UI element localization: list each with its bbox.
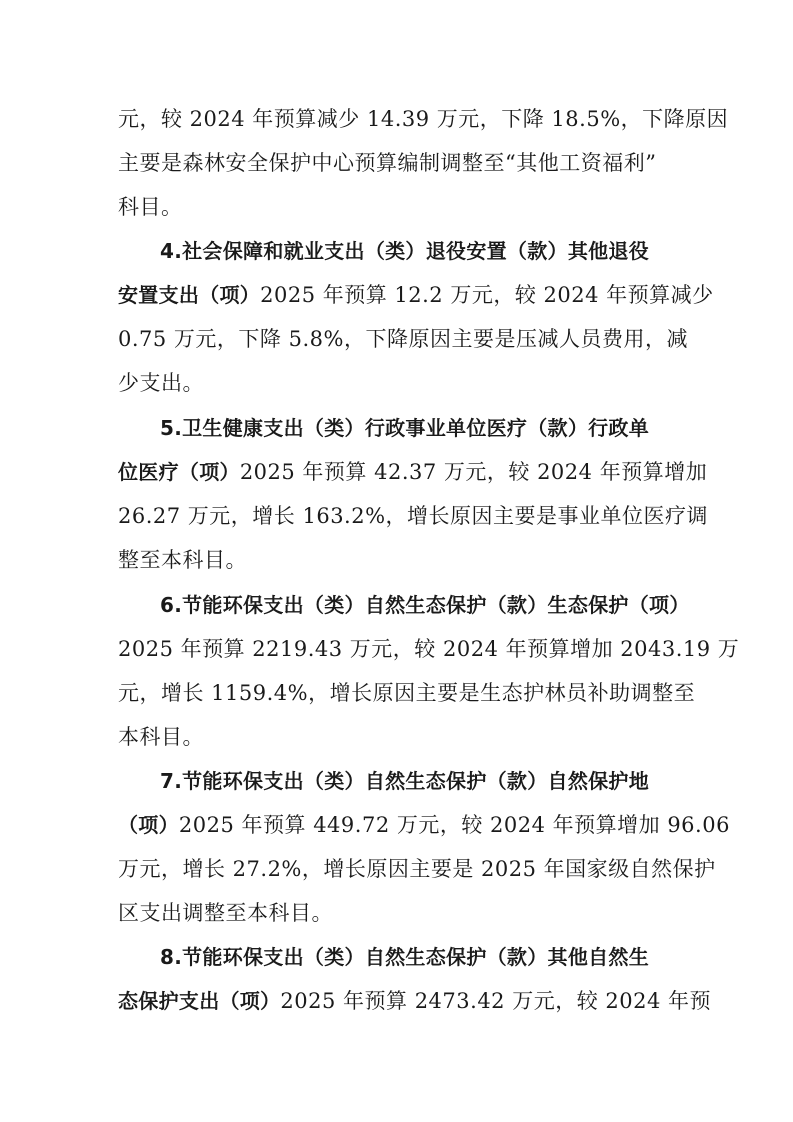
p4-heading-cont: 安置支出（项）: [118, 283, 261, 307]
p8-heading: 8.节能环保支出（类）自然生态保护（款）其他自然生: [160, 945, 650, 969]
p8-heading-cont: 态保护支出（项）: [118, 989, 281, 1013]
p8-line-2: [118, 986, 712, 1016]
p5-heading: 5.卫生健康支出（类）行政事业单位医疗（款）行政单: [160, 416, 650, 440]
p6-line-4: 本科目。: [118, 725, 204, 749]
p5-heading-cont: 位医疗（项）: [118, 460, 240, 484]
p5-line-4: 整至本科目。: [118, 548, 247, 572]
p6-line-2: 2025 年预算 2219.43 万元，较 2024 年预算增加 2043.19 万: [118, 637, 740, 661]
p4-line-4: 少支出。: [118, 371, 204, 395]
p3-line-3: 科目。: [118, 195, 183, 219]
p3-line-1: 元，较 2024 年预算减少 14.39 万元，下降 18.5%，下降原因: [118, 107, 729, 131]
p6-heading: 6.节能环保支出（类）自然生态保护（款）生态保护（项）: [160, 593, 690, 617]
p5-line-3: 26.27 万元，增长 163.2%，增长原因主要是事业单位医疗调: [118, 504, 709, 528]
p8-text: 2025 年预算 2473.42 万元，较 2024 年预: [280, 989, 712, 1013]
p7-heading-cont: （项）: [118, 813, 179, 837]
p7-line-3: 万元，增长 27.2%，增长原因主要是 2025 年国家级自然保护: [118, 857, 716, 881]
p3-line-2: 主要是森林安全保护中心预算编制调整至“其他工资福利”: [118, 151, 657, 175]
p5-text: 2025 年预算 42.37 万元，较 2024 年预算增加: [239, 460, 708, 484]
p4-text: 2025 年预算 12.2 万元，较 2024 年预算减少: [260, 283, 714, 307]
p4-line-2: [118, 280, 714, 310]
p7-heading: 7.节能环保支出（类）自然生态保护（款）自然保护地: [160, 769, 650, 793]
p7-line-4: 区支出调整至本科目。: [118, 901, 333, 925]
p5-line-2: [118, 457, 708, 487]
p4-heading: 4.社会保障和就业支出（类）退役安置（款）其他退役: [160, 239, 650, 263]
p4-line-3: 0.75 万元，下降 5.8%，下降原因主要是压减人员费用，减: [118, 327, 688, 351]
p6-line-3: 元，增长 1159.4%，增长原因主要是生态护林员补助调整至: [118, 681, 696, 705]
p7-line-2: [118, 810, 730, 840]
p7-text: 2025 年预算 449.72 万元，较 2024 年预算增加 96.06: [178, 813, 730, 837]
